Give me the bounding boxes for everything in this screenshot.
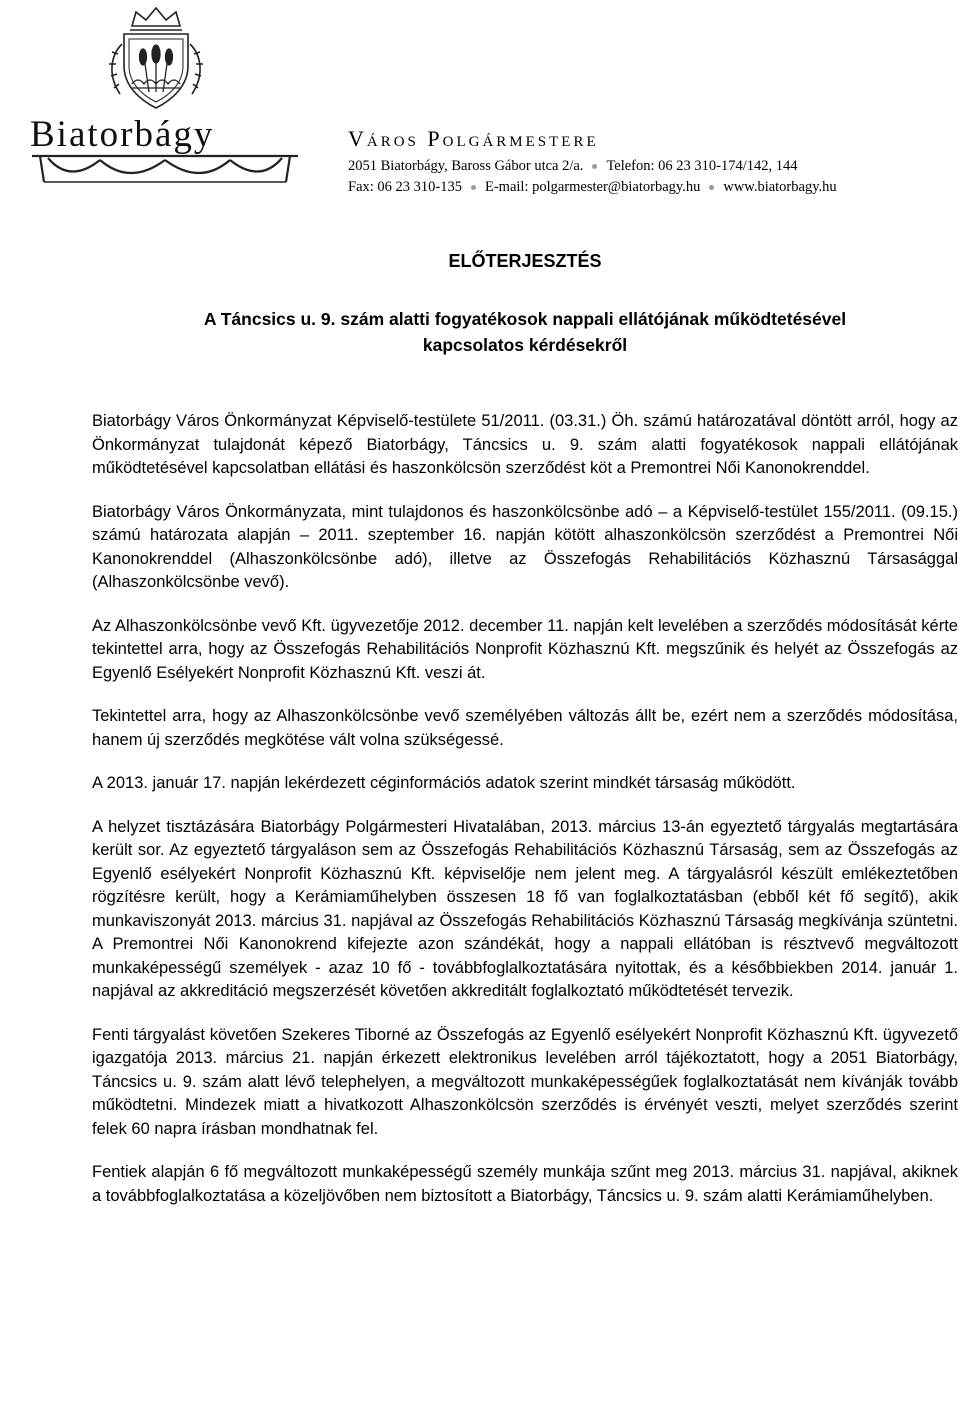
office-title: Város Polgármestere <box>348 126 599 151</box>
document-subtitle: A Táncsics u. 9. szám alatti fogyatékosok nappali ellátójának működtetésével kapcsolatos kérdésekről <box>203 309 847 355</box>
address: 2051 Biatorbágy, Baross Gábor utca 2/a. <box>348 158 584 174</box>
contact-line <box>348 177 837 198</box>
separator-dot-icon <box>709 185 714 190</box>
paragraph: A 2013. január 17. napján lekérdezett céginformációs adatok szerint mindkét társaság működött. <box>92 774 796 792</box>
paragraph: Biatorbágy Város Önkormányzata, mint tulajdonos és haszonkölcsönbe adó – a Képviselő-testület 155/2011. (09.15.) számú határozata alapján – 2011. szeptember 16. napján kötött alhaszonkölcsön szerződést a Premontrei Női Kanonokrenddel (Alhaszonkölcsönbe adó), illetve az Összefogás Rehabilitációs Közhasznú Társasággal (Alhaszonkölcsönbe vevő). <box>92 502 958 591</box>
fax: Fax: 06 23 310-135 <box>348 179 462 195</box>
phone: Telefon: 06 23 310-174/142, 144 <box>606 158 798 174</box>
office-contact-block <box>348 126 837 198</box>
biatorbagy-wordmark <box>30 110 300 190</box>
city-crest-logo <box>96 4 216 114</box>
address-line <box>348 156 837 177</box>
paragraph: Fentiek alapján 6 fő megváltozott munkaképességű személy munkája szűnt meg 2013. március 31. napjával, akiknek a továbbfoglalkoztatása a közeljövőben nem biztosított a Biatorbágy, Táncsics u. 9. szám alatti Kerámiaműhelyben. <box>92 1163 958 1205</box>
website[interactable]: www.biatorbagy.hu <box>723 179 837 195</box>
email[interactable]: E-mail: polgarmester@biatorbagy.hu <box>484 179 701 195</box>
paragraph: A helyzet tisztázására Biatorbágy Polgármesteri Hivatalában, 2013. március 13-án egyeztető tárgyalás megtartására került sor. Az egyeztető tárgyaláson sem az Összefogás Rehabilitációs Közhasznú Társaság, sem az Összefogás az Egyenlő esélyekért Nonprofit Közhasznú Kft. képviselője nem jelent meg. A tárgyalásról készült emlékeztetőben rögzítésre került, hogy a Kerámiaműhelyben összesen 18 fő van foglalkoztatásban (ebből két fő segítő), akik munkaviszonyát 2013. március 31. napjával az Összefogás Rehabilitációs Közhasznú Társaság megkívánja szüntetni. A Premontrei Női Kanonokrend kifejezte azon szándékát, hogy a nappali ellátóban is résztvevő megváltozott munkaképességű személyek - azaz 10 fő - továbbfoglalkoztatására nyitottak, és a későbbiekben 2014. január 1. napjával az akkreditáció megszerzését követően akkreditált foglalkoztató működtetését tervezik. <box>92 817 958 1000</box>
paragraph: Fenti tárgyalást követően Szekeres Tiborné az Összefogás az Egyenlő esélyekért Nonprofit Közhasznú Kft. ügyvezető igazgatója 2013. március 21. napján érkezett elektronikus levelében arról tájékoztatott, hogy a 2051 Biatorbágy, Táncsics u. 9. szám alatt lévő telephelyen, a megváltozott munkaképességűek foglalkoztatását nem kívánják tovább működtetni. Mindezek miatt a hivatkozott Alhaszonkölcsön szerződés is érvényét veszti, melyet szerződés szerint felek 60 napra írásban mondhatnak fel. <box>92 1025 958 1138</box>
document-body <box>92 250 958 1228</box>
paragraph: Tekintettel arra, hogy az Alhaszonkölcsönbe vevő személyében változás állt be, ezért nem a szerződés módosítása, hanem új szerződés megkötése vált volna szükségessé. <box>92 707 958 749</box>
brand-name: Biatorbágy <box>30 114 215 155</box>
paragraph: Biatorbágy Város Önkormányzat Képviselő-testülete 51/2011. (03.31.) Öh. számú határozatával döntött arról, hogy az Önkormányzat tulajdonát képező Biatorbágy, Táncsics u. 9. szám alatti fogyatékosok nappali ellátójának működtetésével kapcsolatban ellátási és haszonkölcsön szerződést köt a Premontrei Női Kanonokrenddel. <box>92 412 958 477</box>
document-title: ELŐTERJESZTÉS <box>448 251 602 271</box>
separator-dot-icon <box>471 185 476 190</box>
paragraph: Az Alhaszonkölcsönbe vevő Kft. ügyvezetője 2012. december 11. napján kelt levelében a szerződés módosítását kérte tekintettel arra, hogy az Összefogás Rehabilitációs Nonprofit Közhasznú Kft. megszűnik és helyét az Összefogás az Egyenlő Esélyekért Nonprofit Közhasznú Kft. veszi át. <box>92 616 958 682</box>
separator-dot-icon <box>592 164 597 169</box>
